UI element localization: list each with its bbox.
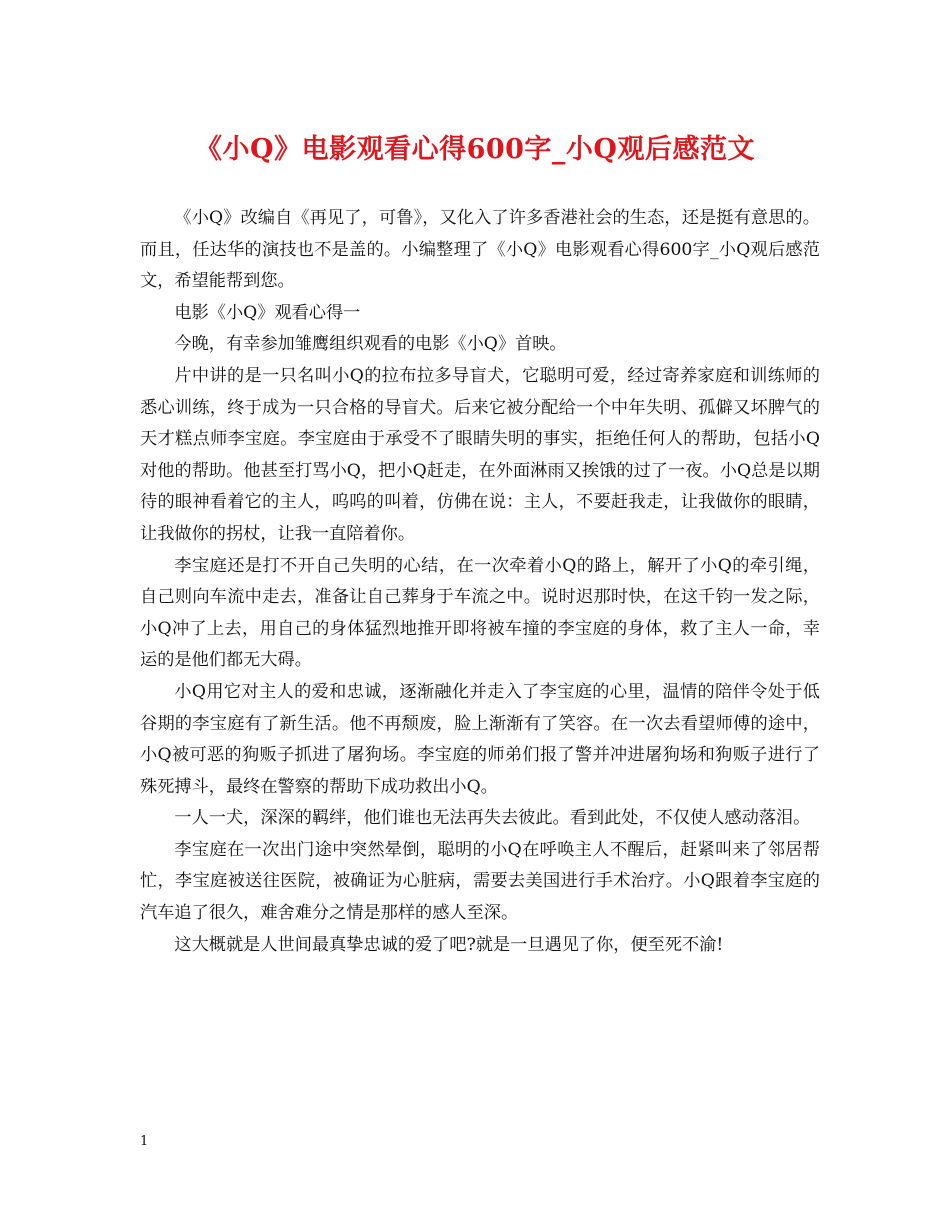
page-number: 1 (140, 1134, 149, 1149)
paragraph-intro: 《小Q》改编自《再见了，可鲁》，又化入了许多香港社会的生态，还是挺有意思的。而且，任达华的演技也不是盖的。小编整理了《小Q》电影观看心得600字_小Q观后感范文，希望能帮到您。 (140, 208, 820, 292)
paragraph: 小Q用它对主人的爱和忠诚，逐渐融化并走入了李宝庭的心里，温情的陪伴令处于低谷期的李宝庭有了新生活。他不再颓废，脸上渐渐有了笑容。在一次去看望师傅的途中，小Q被可恶的狗贩子抓进了屠狗场。李宝庭的师弟们报了警并冲进屠狗场和狗贩子进行了殊死搏斗，最终在警察的帮助下成功救出小Q。 (140, 681, 820, 797)
paragraph: 片中讲的是一只名叫小Q的拉布拉多导盲犬，它聪明可爱，经过寄养家庭和训练师的悉心训练，终于成为一只合格的导盲犬。后来它被分配给一个中年失明、孤僻又坏脾气的天才糕点师李宝庭。李宝庭由于承受不了眼睛失明的事实，拒绝任何人的帮助，包括小Q对他的帮助。他甚至打骂小Q，把小Q赶走，在外面淋雨又挨饿的过了一夜。小Q总是以期待的眼神看着它的主人，呜呜的叫着，仿佛在说：主人，不要赶我走，让我做你的眼睛，让我做你的拐杖，让我一直陪着你。 (140, 365, 820, 544)
section-heading: 电影《小Q》观看心得一 (174, 302, 361, 323)
paragraph: 今晚，有幸参加雏鹰组织观看的电影《小Q》首映。 (174, 334, 567, 355)
paragraph: 这大概就是人世间最真挚忠诚的爱了吧?就是一旦遇见了你，便至死不渝! (174, 934, 724, 955)
paragraph: 李宝庭还是打不开自己失明的心结，在一次牵着小Q的路上，解开了小Q的牵引绳，自己则向车流中走去，准备让自己葬身于车流之中。说时迟那时快，在这千钧一发之际，小Q冲了上去，用自己的身体猛烈地推开即将被车撞的李宝庭的身体，救了主人一命，幸运的是他们都无大碍。 (140, 555, 820, 671)
paragraph: 李宝庭在一次出门途中突然晕倒，聪明的小Q在呼唤主人不醒后，赶紧叫来了邻居帮忙，李宝庭被送往医院，被确证为心脏病，需要去美国进行手术治疗。小Q跟着李宝庭的汽车追了很久，难舍难分之情是那样的感人至深。 (140, 839, 820, 924)
paragraph: 一人一犬，深深的羁绊，他们谁也无法再失去彼此。看到此处，不仅使人感动落泪。 (174, 808, 811, 829)
document-title: 《小Q》电影观看心得600字_小Q观后感范文 (195, 134, 755, 165)
document-body (140, 203, 820, 961)
